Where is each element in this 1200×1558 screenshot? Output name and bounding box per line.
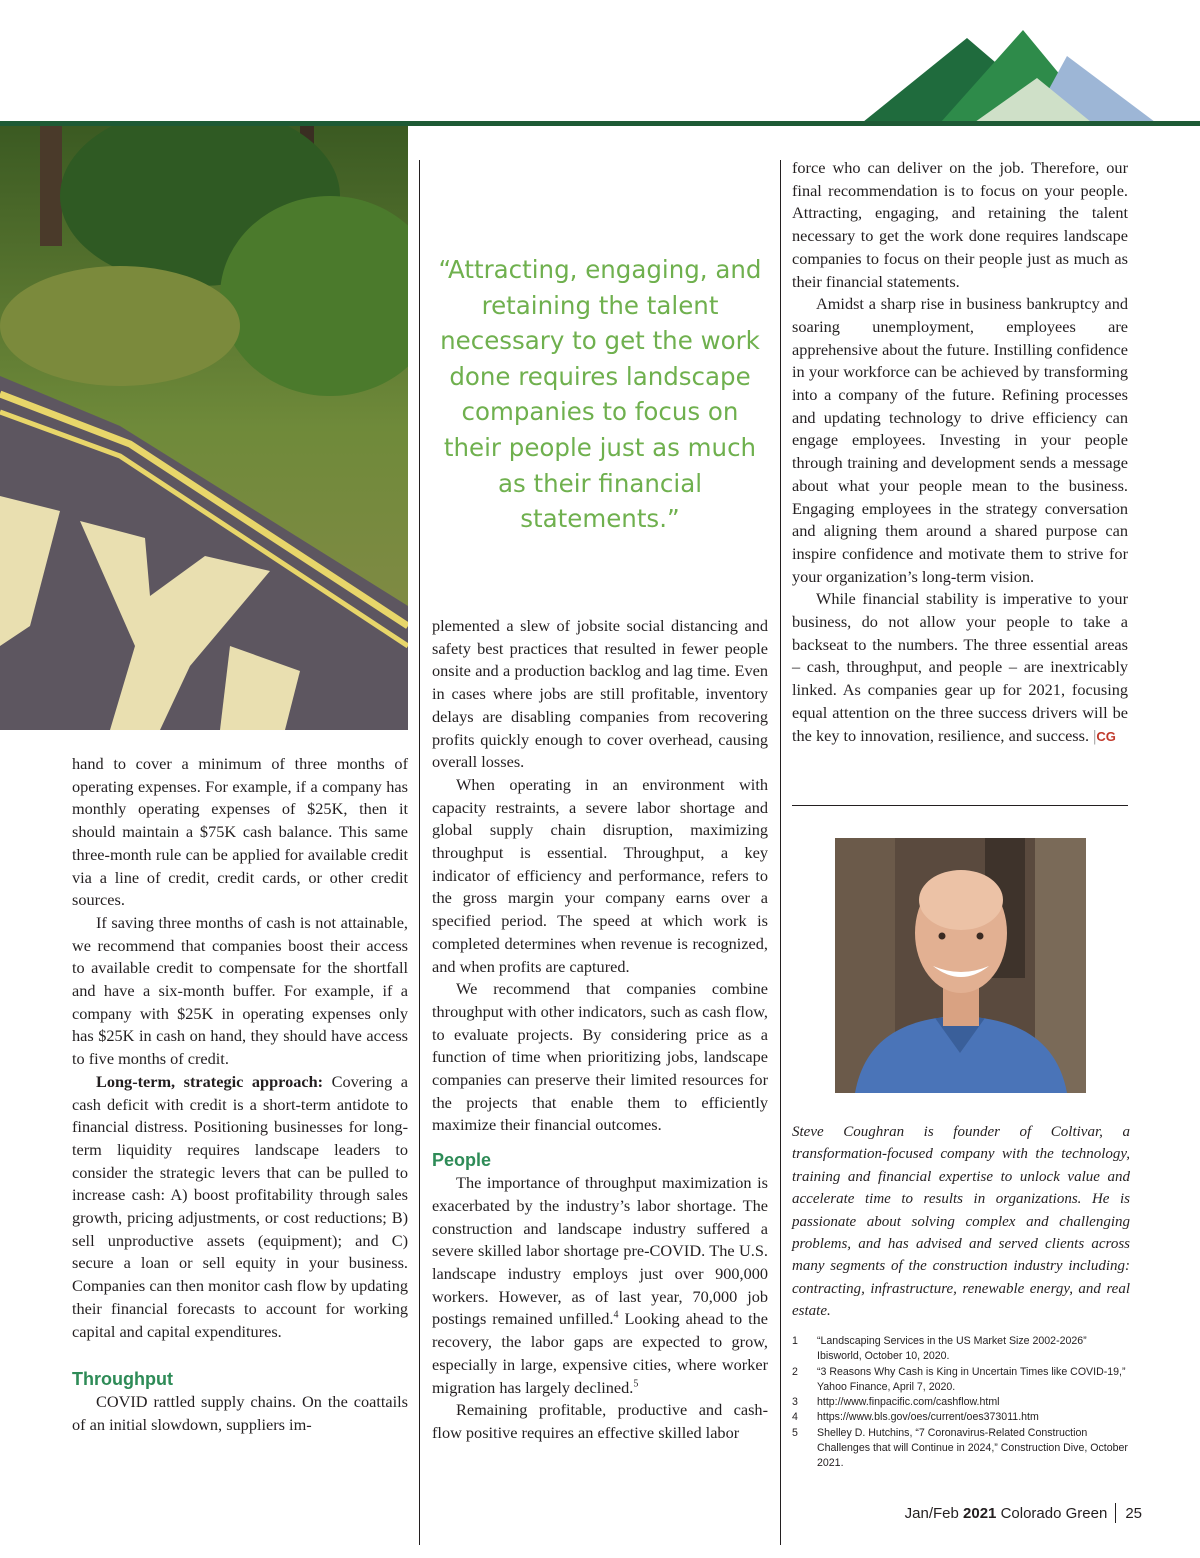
paragraph: If saving three months of cash is not attainable, we recommend that companies boost their access to available credit to compensate for the shortfall and have a six-month buffer. For example, if a company with $25K in operating expenses only has $25K in cash on hand, they should have access to five months of credit.	[72, 912, 408, 1069]
paragraph: When operating in an environment with capacity restraints, a severe labor shortage and global supply chain disruption, maximizing throughput is essential. Throughput, a key indicator of efficiency and performance, refers to the gross margin your company earns over a specified period. The speed at which work is completed determines when revenue is recognized, and when profits are captured.	[432, 774, 768, 976]
footnotes	[792, 1334, 1130, 1472]
footnote-ref: 4	[613, 1309, 619, 1321]
footnote	[792, 1410, 1130, 1425]
paragraph: We recommend that companies combine throughput with other indicators, such as cash flow, to evaluate projects. By considering price as a function of time when prioritizing jobs, landscape companies can preserve their limited resources for the projects that enable them to efficiently maximize their financial outcomes.	[432, 979, 768, 1135]
footer-issue: Jan/Feb	[904, 1505, 959, 1522]
footer-year: 2021	[963, 1505, 997, 1522]
footnote-ref: 5	[633, 1378, 639, 1390]
author-bio: Steve Coughran is founder of Coltivar, a transformation-focused company with the technology, training and financial expertise to unlock value and accelerate time to results in organizations. He is passionate about solving complex and challenging problems, and has advised and served clients across many segments of the construction industry including: contracting, infrastructure, renewable energy, and real estate.	[792, 1124, 1130, 1320]
column-3	[792, 157, 1128, 748]
paragraph-text: The importance of throughput maximization is exacerbated by the industry’s labor shortage. The construction and landscape industry suffered a severe skilled labor shortage pre-COVID. The U.S. landscape industry employs just over 900,000 workers. However, as of last year, 70,000 job postings remained unfilled.	[432, 1173, 768, 1329]
page-number: 25	[1125, 1505, 1142, 1522]
author-portrait	[835, 838, 1086, 1093]
footer-magazine: Colorado Green	[1000, 1505, 1108, 1522]
page-footer	[905, 1503, 1142, 1523]
footer-divider	[1115, 1503, 1116, 1523]
column-divider-right	[780, 160, 781, 1545]
road-photo	[0, 126, 408, 730]
footnote-number: 1	[792, 1335, 798, 1347]
run-in-heading: Long-term, strategic approach:	[96, 1071, 324, 1091]
pull-quote: “Attracting, engaging, and retaining the talent necessary to get the work done requires landscape companies to focus on their people just as much as their financial statements.”	[438, 255, 762, 534]
footnote-text: “3 Reasons Why Cash is King in Uncertain Times like COVID-19,” Yahoo Finance, April 7, 2020.	[817, 1365, 1126, 1393]
section-heading-people: People	[432, 1150, 492, 1171]
paragraph: plemented a slew of jobsite social distancing and safety best practices that resulted in fewer people onsite and a production backlog and lag time. Even in cases where jobs are still profitable, inventory delays are disabling companies from recovering profits quickly enough to cover overhead, causing overall losses.	[432, 616, 768, 772]
column-1	[72, 753, 408, 1437]
column-divider-left	[419, 160, 420, 1545]
paragraph: force who can deliver on the job. Therefore, our final recommendation is to focus on your people. Attracting, engaging, and retaining the talent necessary to get the work done requires landscape companies to focus on their people just as much as their financial statements.	[792, 158, 1128, 291]
paragraph: COVID rattled supply chains. On the coattails of an initial slowdown, suppliers im-	[72, 1392, 408, 1434]
footnote-number: 3	[792, 1396, 798, 1409]
bio-divider	[792, 805, 1128, 806]
paragraph: hand to cover a minimum of three months of operating expenses. For example, if a company has monthly operating expenses of $25K, then it should maintain a $75K cash balance. This same three-month rule can be applied for available credit via a line of credit, credit cards, or other credit sources.	[72, 754, 408, 910]
footnote-text: http://www.finpacific.com/cashflow.html	[817, 1396, 1000, 1409]
footnote	[792, 1334, 1130, 1365]
section-heading-throughput: Throughput	[72, 1369, 173, 1390]
footnote-number: 2	[792, 1365, 798, 1378]
paragraph	[432, 1172, 768, 1399]
paragraph: Remaining profitable, productive and cash-flow positive requires an effective skilled labor	[432, 1400, 768, 1442]
paragraph	[792, 588, 1128, 748]
end-signature: CG	[1096, 728, 1116, 744]
paragraph-text: Looking ahead to the recovery, the labor gaps are expected to grow, especially in large, expensive cities, where worker migration has largely declined.	[432, 1309, 769, 1397]
paragraph-text: While financial stability is imperative to your business, do not allow your people to take a backseat to the numbers. The three essential areas – cash, throughput, and people – are inextricably linked. As companies gear up for 2021, focusing equal attention on the three success drivers will be the key to innovation, resilience, and success.	[792, 589, 1128, 745]
footnote-text: “Landscaping Services in the US Market Size 2002-2026” Ibisworld, October 10, 2020.	[817, 1335, 1087, 1363]
footnote-text: Shelley D. Hutchins, “7 Coronavirus-Related Construction Challenges that will Continue in 2024,” Construction Dive, October 2021.	[817, 1426, 1128, 1470]
footnote	[792, 1395, 1130, 1410]
paragraph: Amidst a sharp rise in business bankruptcy and soaring unemployment, employees are apprehensive about the future. Instilling confidence in your workforce can be achieved by transforming into a company of the future. Refining processes and updating technology to drive efficiency can engage employees. Investing in your people through training and development sends a message about what your people mean to the business. Engaging employees in the strategy conversation and aligning them around a shared purpose can inspire confidence and motivate them to strive for your organization’s long-term vision.	[792, 294, 1128, 586]
paragraph-text: Covering a cash deficit with credit is a short-term antidote to financial distress. Positioning businesses for long-term liquidity requires landscape leaders to consider the strategic levers that can be pulled to increase cash: A) boost profitability through sales growth, pricing adjustments, or cost reductions; B) sell unproductive assets (equipment); and C) secure a loan or sell equity in your business. Companies can then monitor cash flow by updating their financial forecasts to account for working capital and capital expenditures.	[72, 1071, 408, 1341]
footnote	[792, 1365, 1130, 1396]
footnote-text: https://www.bls.gov/oes/current/oes373011.htm	[817, 1411, 1039, 1424]
footnote	[792, 1426, 1130, 1472]
mountain-logo	[855, 28, 1155, 124]
footnote-number: 4	[792, 1411, 798, 1424]
column-2	[432, 615, 768, 1445]
footnote-number: 5	[792, 1426, 798, 1439]
paragraph	[72, 1071, 408, 1343]
signature-bar: |	[1093, 725, 1097, 745]
